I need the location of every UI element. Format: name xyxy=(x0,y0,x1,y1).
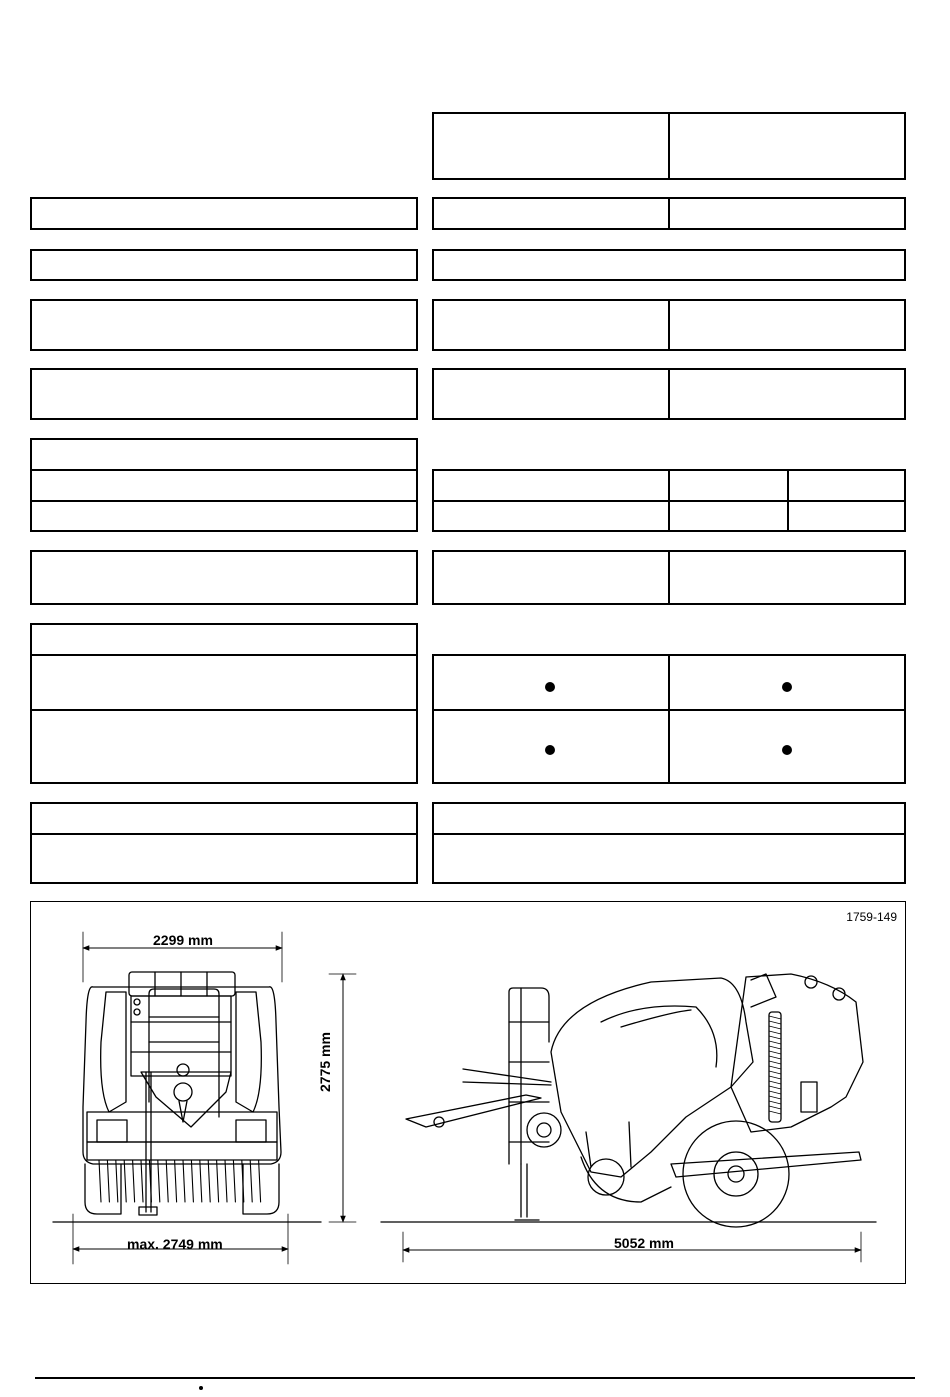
value-row-8-a xyxy=(432,802,906,835)
value-row-3-b xyxy=(668,299,906,351)
value-row-5-b1 xyxy=(432,500,670,532)
label-row-5-header xyxy=(30,438,418,471)
value-row-6-a xyxy=(432,550,670,605)
value-row-2 xyxy=(432,249,906,281)
bullet-dot xyxy=(782,745,792,755)
value-row-6-b xyxy=(668,550,906,605)
value-row-1-a xyxy=(432,197,670,230)
value-row-4-b xyxy=(668,368,906,420)
side-view xyxy=(381,974,876,1262)
header-cell-left xyxy=(432,112,670,180)
label-row-2 xyxy=(30,249,418,281)
label-row-8-b xyxy=(30,833,418,884)
label-row-7-a xyxy=(30,654,418,711)
label-row-3 xyxy=(30,299,418,351)
header-cell-right xyxy=(668,112,906,180)
value-row-5-a3 xyxy=(787,469,906,502)
label-row-6 xyxy=(30,550,418,605)
value-row-5-a2 xyxy=(668,469,789,502)
footer-dot xyxy=(199,1386,203,1390)
value-row-5-a1 xyxy=(432,469,670,502)
label-row-8-a xyxy=(30,802,418,835)
baler-drawing xyxy=(31,902,907,1285)
front-view xyxy=(53,932,321,1264)
dimension-figure xyxy=(30,901,906,1284)
label-row-5-b xyxy=(30,500,418,532)
dim-front-width: 2299 mm xyxy=(153,932,213,948)
label-row-4 xyxy=(30,368,418,420)
footer-rule xyxy=(35,1377,915,1379)
label-row-1 xyxy=(30,197,418,230)
value-row-8-b xyxy=(432,833,906,884)
value-row-5-b2 xyxy=(668,500,789,532)
label-row-5-a xyxy=(30,469,418,502)
value-row-4-a xyxy=(432,368,670,420)
value-row-3-a xyxy=(432,299,670,351)
dim-front-max-width: max. 2749 mm xyxy=(127,1236,223,1252)
figure-id: 1759-149 xyxy=(846,910,897,924)
value-row-1-b xyxy=(668,197,906,230)
dim-length: 5052 mm xyxy=(614,1235,674,1251)
label-row-7-b xyxy=(30,709,418,784)
bullet-dot xyxy=(545,682,555,692)
bullet-dot xyxy=(545,745,555,755)
dim-height: 2775 mm xyxy=(317,1032,333,1092)
value-row-5-b3 xyxy=(787,500,906,532)
label-row-7-header xyxy=(30,623,418,656)
bullet-dot xyxy=(782,682,792,692)
